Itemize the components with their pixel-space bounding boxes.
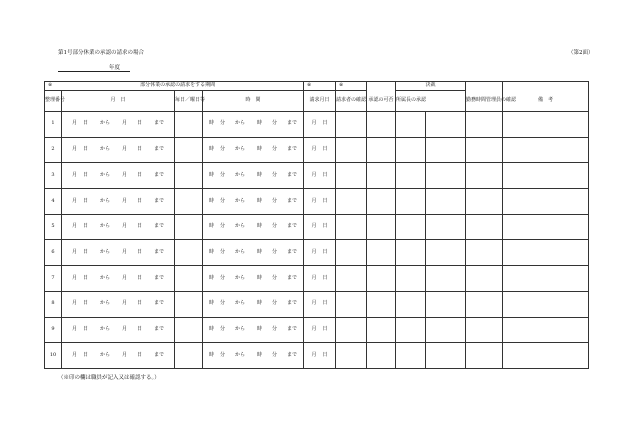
fiscal-year-field	[58, 62, 130, 72]
request-date-cell[interactable]	[304, 163, 336, 189]
head-approval-cell[interactable]	[396, 189, 426, 215]
time-range-cell[interactable]	[203, 137, 304, 163]
date-part-label: まで	[154, 300, 165, 307]
time-part-label: 分	[272, 197, 278, 204]
worktime-check-cell[interactable]	[466, 163, 503, 189]
date-part-label: 月	[71, 248, 77, 255]
time-part-label: 分	[219, 223, 225, 230]
approval-cell[interactable]	[367, 189, 396, 215]
header-worktime-check: 勤務時間管理員の確認	[466, 91, 503, 112]
head-approval-extra-cell[interactable]	[426, 291, 466, 317]
date-part-label: まで	[154, 351, 165, 358]
date-part-label: 日	[82, 197, 88, 204]
head-approval-cell[interactable]	[396, 291, 426, 317]
date-part-label: 日	[82, 171, 88, 178]
date-part-label: 月	[122, 223, 128, 230]
date-part-label: 日	[137, 197, 143, 204]
time-part-label: から	[235, 197, 246, 204]
date-part-label: から	[99, 300, 110, 307]
approval-cell[interactable]	[367, 343, 396, 369]
head-approval-cell[interactable]	[396, 240, 426, 266]
time-part-label: 時	[208, 274, 214, 281]
time-part-label: 時	[257, 146, 263, 153]
request-date-part: 日	[322, 223, 328, 230]
date-part-label: 日	[137, 146, 143, 153]
request-date-cell[interactable]	[304, 291, 336, 317]
request-date-part: 日	[322, 351, 328, 358]
time-part-label: から	[235, 171, 246, 178]
head-approval-cell[interactable]	[396, 343, 426, 369]
date-part-label: 月	[71, 120, 77, 127]
approval-cell[interactable]	[367, 112, 396, 138]
approval-group-header: 決裁	[396, 82, 466, 91]
date-part-label: まで	[154, 325, 165, 332]
time-part-label: 時	[257, 120, 263, 127]
time-range-cell[interactable]	[203, 214, 304, 240]
time-part-label: 分	[272, 300, 278, 307]
approval-cell[interactable]	[367, 291, 396, 317]
partial-leave-request-table	[44, 81, 589, 369]
worktime-check-cell[interactable]	[466, 317, 503, 343]
table-row	[45, 137, 589, 163]
time-range-cell[interactable]	[203, 112, 304, 138]
time-part-label: 時	[208, 146, 214, 153]
requester-check-cell[interactable]	[336, 214, 367, 240]
date-range-cell[interactable]	[62, 163, 175, 189]
remarks-cell[interactable]	[503, 240, 589, 266]
time-part-label: 分	[272, 171, 278, 178]
date-range-cell[interactable]	[62, 112, 175, 138]
header-request-date: 請求月日	[304, 91, 336, 112]
time-part-label: まで	[287, 325, 298, 332]
time-range-cell[interactable]	[203, 163, 304, 189]
form-title: 第1号部分休業の承認の請求の場合	[58, 50, 145, 56]
date-part-label: 月	[122, 300, 128, 307]
requester-check-cell[interactable]	[336, 291, 367, 317]
time-part-label: 時	[208, 325, 214, 332]
time-part-label: 時	[257, 274, 263, 281]
remarks-cell[interactable]	[503, 343, 589, 369]
head-approval-extra-cell[interactable]	[426, 240, 466, 266]
date-part-label: 日	[82, 248, 88, 255]
date-part-label: から	[99, 223, 110, 230]
time-part-label: 時	[208, 351, 214, 358]
time-part-label: まで	[287, 274, 298, 281]
head-approval-extra-cell[interactable]	[426, 214, 466, 240]
weekday-cell[interactable]	[175, 291, 203, 317]
requester-check-cell[interactable]	[336, 112, 367, 138]
worktime-check-cell[interactable]	[466, 189, 503, 215]
date-part-label: 月	[71, 223, 77, 230]
date-part-label: 月	[71, 325, 77, 332]
row-number: 8	[45, 291, 62, 317]
worktime-check-cell[interactable]	[466, 137, 503, 163]
date-part-label: 日	[82, 146, 88, 153]
date-part-label: 日	[82, 325, 88, 332]
weekday-cell[interactable]	[175, 343, 203, 369]
approval-cell[interactable]	[367, 317, 396, 343]
row-number: 6	[45, 240, 62, 266]
remarks-cell[interactable]	[503, 317, 589, 343]
time-part-label: まで	[287, 248, 298, 255]
date-part-label: 日	[82, 120, 88, 127]
date-part-label: 月	[71, 351, 77, 358]
time-part-label: 時	[257, 351, 263, 358]
date-part-label: 月	[71, 146, 77, 153]
date-part-label: まで	[154, 223, 165, 230]
date-part-label: から	[99, 274, 110, 281]
table-row	[45, 266, 589, 292]
head-approval-cell[interactable]	[396, 137, 426, 163]
time-part-label: 時	[257, 300, 263, 307]
header-date: 月 日	[62, 91, 175, 112]
time-part-label: 分	[219, 197, 225, 204]
request-date-part: 月	[311, 197, 317, 204]
date-part-label: 日	[137, 120, 143, 127]
head-approval-extra-cell[interactable]	[426, 137, 466, 163]
request-date-cell[interactable]	[304, 112, 336, 138]
worktime-check-cell[interactable]	[466, 214, 503, 240]
time-part-label: から	[235, 120, 246, 127]
requester-check-mark-cell	[336, 82, 367, 91]
date-part-label: まで	[154, 274, 165, 281]
date-part-label: から	[99, 351, 110, 358]
requester-check-cell[interactable]	[336, 240, 367, 266]
table-row	[45, 240, 589, 266]
request-date-part: 月	[311, 351, 317, 358]
request-date-part: 日	[322, 146, 328, 153]
time-part-label: 分	[219, 351, 225, 358]
head-approval-cell[interactable]	[396, 214, 426, 240]
worktime-check-cell[interactable]	[466, 343, 503, 369]
worktime-spacer-cell	[466, 82, 503, 91]
requester-check-cell[interactable]	[336, 137, 367, 163]
date-part-label: 月	[122, 351, 128, 358]
date-part-label: 日	[82, 223, 88, 230]
approval-cell[interactable]	[367, 240, 396, 266]
request-date-cell[interactable]	[304, 266, 336, 292]
request-date-cell[interactable]	[304, 137, 336, 163]
request-date-part: 日	[322, 120, 328, 127]
time-part-label: 時	[208, 120, 214, 127]
date-part-label: 日	[137, 171, 143, 178]
row-number: 10	[45, 343, 62, 369]
time-part-label: から	[235, 300, 246, 307]
request-date-part: 月	[311, 248, 317, 255]
weekday-cell[interactable]	[175, 137, 203, 163]
date-part-label: 月	[122, 171, 128, 178]
table-row	[45, 163, 589, 189]
request-date-part: 月	[311, 223, 317, 230]
date-part-label: から	[99, 248, 110, 255]
remarks-cell[interactable]	[503, 214, 589, 240]
time-range-cell[interactable]	[203, 291, 304, 317]
requester-check-cell[interactable]	[336, 317, 367, 343]
request-date-cell[interactable]	[304, 214, 336, 240]
head-approval-extra-cell[interactable]	[426, 112, 466, 138]
date-part-label: まで	[154, 197, 165, 204]
period-group-header	[45, 82, 304, 91]
time-part-label: まで	[287, 120, 298, 127]
request-date-part: 月	[311, 171, 317, 178]
time-range-cell[interactable]	[203, 189, 304, 215]
weekday-cell[interactable]	[175, 163, 203, 189]
time-part-label: まで	[287, 171, 298, 178]
date-part-label: から	[99, 120, 110, 127]
time-part-label: まで	[287, 197, 298, 204]
time-part-label: 時	[208, 248, 214, 255]
worktime-check-cell[interactable]	[466, 240, 503, 266]
table-row	[45, 291, 589, 317]
date-range-cell[interactable]	[62, 214, 175, 240]
head-approval-extra-cell[interactable]	[426, 189, 466, 215]
head-approval-cell[interactable]	[396, 266, 426, 292]
date-part-label: 月	[71, 300, 77, 307]
time-part-label: 時	[257, 171, 263, 178]
date-part-label: 日	[82, 351, 88, 358]
date-part-label: まで	[154, 171, 165, 178]
date-part-label: から	[99, 171, 110, 178]
row-number: 1	[45, 112, 62, 138]
approval-cell[interactable]	[367, 137, 396, 163]
remarks-cell[interactable]	[503, 291, 589, 317]
time-part-label: 分	[219, 248, 225, 255]
time-part-label: 時	[208, 223, 214, 230]
head-approval-cell[interactable]	[396, 112, 426, 138]
request-date-part: 月	[311, 274, 317, 281]
time-part-label: 分	[272, 325, 278, 332]
row-number: 5	[45, 214, 62, 240]
date-part-label: 月	[122, 274, 128, 281]
table-row	[45, 317, 589, 343]
header-requester-check: 請求者の確認	[336, 91, 367, 112]
date-part-label: 月	[71, 274, 77, 281]
date-part-label: 日	[137, 223, 143, 230]
time-part-label: 分	[272, 146, 278, 153]
date-range-cell[interactable]	[62, 317, 175, 343]
remarks-cell[interactable]	[503, 189, 589, 215]
time-range-cell[interactable]	[203, 266, 304, 292]
weekday-cell[interactable]	[175, 214, 203, 240]
head-approval-extra-cell[interactable]	[426, 317, 466, 343]
remarks-cell[interactable]	[503, 112, 589, 138]
period-group-title: 部分休業の承認の請求をする期間	[140, 82, 216, 89]
time-part-label: 時	[257, 325, 263, 332]
remarks-cell[interactable]	[503, 163, 589, 189]
date-part-label: 日	[137, 351, 143, 358]
date-part-label: 月	[122, 120, 128, 127]
header-approval: 承認の可否	[367, 91, 396, 112]
date-part-label: 日	[82, 300, 88, 307]
head-approval-extra-cell[interactable]	[426, 266, 466, 292]
date-part-label: まで	[154, 120, 165, 127]
table-row	[45, 112, 589, 138]
time-part-label: 時	[257, 248, 263, 255]
mark-asterisk: ※	[48, 82, 53, 89]
time-part-label: 時	[208, 171, 214, 178]
date-range-cell[interactable]	[62, 137, 175, 163]
time-part-label: 時	[208, 300, 214, 307]
head-approval-extra-cell[interactable]	[426, 343, 466, 369]
time-part-label: まで	[287, 351, 298, 358]
date-part-label: まで	[154, 248, 165, 255]
remarks-spacer-cell	[503, 82, 589, 91]
requester-check-cell[interactable]	[336, 343, 367, 369]
time-part-label: 分	[219, 325, 225, 332]
worktime-check-cell[interactable]	[466, 291, 503, 317]
date-part-label: 日	[137, 325, 143, 332]
time-part-label: から	[235, 223, 246, 230]
request-date-part: 月	[311, 300, 317, 307]
time-part-label: 分	[272, 223, 278, 230]
date-range-cell[interactable]	[62, 343, 175, 369]
time-part-label: 分	[272, 274, 278, 281]
time-range-cell[interactable]	[203, 240, 304, 266]
request-date-part: 月	[311, 120, 317, 127]
footnote: （※印の欄は職員が記入又は確認する。）	[58, 375, 160, 381]
weekday-cell[interactable]	[175, 317, 203, 343]
date-part-label: 月	[122, 146, 128, 153]
time-range-cell[interactable]	[203, 343, 304, 369]
remarks-cell[interactable]	[503, 266, 589, 292]
request-date-cell[interactable]	[304, 240, 336, 266]
time-part-label: 時	[208, 197, 214, 204]
time-part-label: 分	[219, 146, 225, 153]
time-part-label: から	[235, 274, 246, 281]
weekday-cell[interactable]	[175, 266, 203, 292]
date-part-label: 月	[122, 197, 128, 204]
date-part-label: から	[99, 325, 110, 332]
requester-check-cell[interactable]	[336, 189, 367, 215]
mark-asterisk: ※	[339, 82, 344, 89]
request-date-mark-cell	[304, 82, 336, 91]
time-part-label: 分	[272, 120, 278, 127]
header-row-number: 整理番号	[45, 91, 62, 112]
head-approval-cell[interactable]	[396, 317, 426, 343]
approval-cell[interactable]	[367, 163, 396, 189]
request-date-part: 日	[322, 248, 328, 255]
date-range-cell[interactable]	[62, 189, 175, 215]
time-part-label: 分	[219, 300, 225, 307]
requester-check-cell[interactable]	[336, 163, 367, 189]
time-part-label: 分	[272, 248, 278, 255]
request-date-part: 日	[322, 274, 328, 281]
request-date-part: 月	[311, 146, 317, 153]
time-part-label: 時	[257, 223, 263, 230]
request-date-part: 日	[322, 197, 328, 204]
request-date-part: 日	[322, 171, 328, 178]
request-date-cell[interactable]	[304, 343, 336, 369]
date-part-label: 月	[122, 248, 128, 255]
header-remarks: 備 考	[503, 91, 589, 112]
worktime-check-cell[interactable]	[466, 266, 503, 292]
head-approval-cell[interactable]	[396, 163, 426, 189]
date-part-label: 月	[71, 197, 77, 204]
time-part-label: 分	[219, 171, 225, 178]
time-part-label: から	[235, 351, 246, 358]
date-range-cell[interactable]	[62, 291, 175, 317]
approval-cell[interactable]	[367, 214, 396, 240]
time-part-label: まで	[287, 223, 298, 230]
table-row	[45, 189, 589, 215]
date-part-label: 日	[82, 274, 88, 281]
fiscal-year-label: 年度	[108, 65, 120, 71]
date-part-label: 月	[122, 325, 128, 332]
time-part-label: 分	[219, 274, 225, 281]
time-part-label: から	[235, 146, 246, 153]
request-date-part: 日	[322, 300, 328, 307]
table-row	[45, 343, 589, 369]
date-part-label: 日	[137, 300, 143, 307]
header-weekday: 毎日／曜日等	[175, 91, 203, 112]
time-part-label: から	[235, 248, 246, 255]
time-part-label: 時	[257, 197, 263, 204]
date-part-label: まで	[154, 146, 165, 153]
request-date-cell[interactable]	[304, 317, 336, 343]
header-time: 時 間	[203, 91, 304, 112]
table-row	[45, 214, 589, 240]
row-number: 2	[45, 137, 62, 163]
time-part-label: 分	[272, 351, 278, 358]
worktime-check-cell[interactable]	[466, 112, 503, 138]
date-range-cell[interactable]	[62, 240, 175, 266]
page-label: （第2面）	[568, 50, 594, 56]
header-head-approval: 所属長の承認	[396, 91, 466, 112]
request-date-part: 日	[322, 325, 328, 332]
time-part-label: 分	[219, 120, 225, 127]
date-part-label: 日	[137, 274, 143, 281]
requester-check-cell[interactable]	[336, 266, 367, 292]
weekday-cell[interactable]	[175, 189, 203, 215]
remarks-cell[interactable]	[503, 137, 589, 163]
row-number: 3	[45, 163, 62, 189]
row-number: 9	[45, 317, 62, 343]
approval-spacer-cell	[367, 82, 396, 91]
date-part-label: から	[99, 146, 110, 153]
date-range-cell[interactable]	[62, 266, 175, 292]
weekday-cell[interactable]	[175, 240, 203, 266]
row-number: 4	[45, 189, 62, 215]
request-date-part: 月	[311, 325, 317, 332]
time-part-label: から	[235, 325, 246, 332]
time-part-label: まで	[287, 300, 298, 307]
request-date-cell[interactable]	[304, 189, 336, 215]
time-range-cell[interactable]	[203, 317, 304, 343]
head-approval-extra-cell[interactable]	[426, 163, 466, 189]
approval-cell[interactable]	[367, 266, 396, 292]
time-part-label: まで	[287, 146, 298, 153]
date-part-label: 日	[137, 248, 143, 255]
row-number: 7	[45, 266, 62, 292]
weekday-cell[interactable]	[175, 112, 203, 138]
date-part-label: から	[99, 197, 110, 204]
date-part-label: 月	[71, 171, 77, 178]
mark-asterisk: ※	[307, 82, 312, 89]
